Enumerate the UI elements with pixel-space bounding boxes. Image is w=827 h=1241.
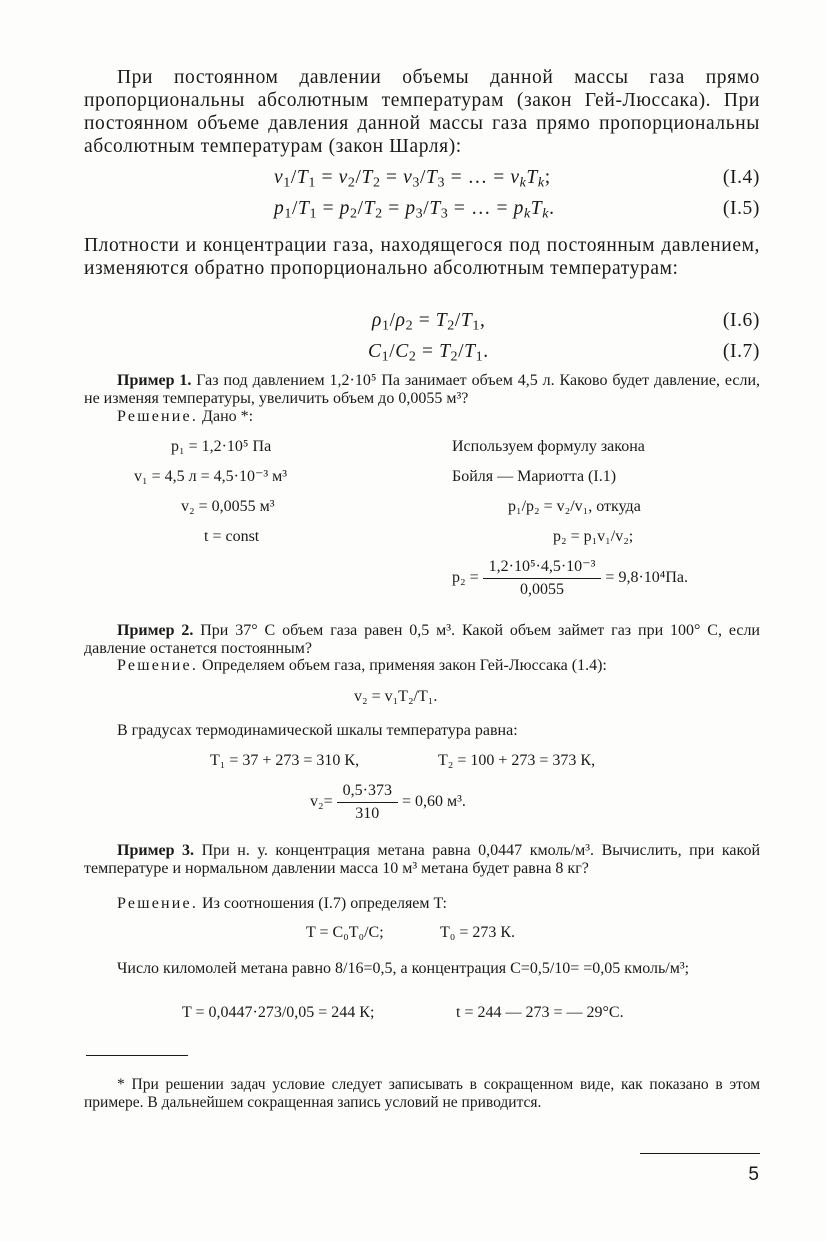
given-t: t = const	[204, 528, 260, 545]
density-paragraph: Плотности и концентрации газа, находящегося под постоянным давлением, изменяются обратно пропорционально абсолютным температурам:	[84, 235, 760, 279]
example-2-equation: v₂ = v₁T₂/T₁.	[354, 688, 438, 705]
t-celsius-result: t = 244 — 273 = — 29°С.	[456, 1004, 624, 1021]
page-number-rule	[640, 1153, 760, 1154]
t1-equation: T₁ = 37 + 273 = 310 К,	[210, 752, 360, 769]
t2-equation: T₂ = 100 + 273 = 373 К,	[438, 752, 596, 769]
example-text: Газ под давлением 1,2·10⁵ Па занимает объем 4,5 л. Каково будет давление, если, не изменяя температуры, увеличить объем до 0,0055 м³?	[84, 372, 761, 407]
footnote: * При решении задач условие следует записывать в сокращенном виде, как показано в этом примере. В дальнейшем сокращенная запись условий не приводится.	[84, 1076, 760, 1111]
v2-denominator: 310	[355, 805, 380, 822]
example-2-text: В градусах термодинамической шкалы температура равна:	[117, 722, 518, 739]
given-p1: p₁ = 1,2·10⁵ Па	[171, 438, 272, 455]
example-1-statement	[84, 372, 760, 408]
solution-label: Решение.	[117, 657, 199, 674]
p2-computation	[452, 558, 688, 599]
equation-number: (I.4)	[722, 167, 760, 188]
equation-concentration: $C_1/C_2 = T_2/T_1$.	[368, 341, 489, 365]
example-3-text: Число киломолей метана равно 8/16=0,5, а концентрация C=0,5/10= =0,05 кмоль/м³;	[117, 960, 690, 977]
equation-gay-lussac: $v_1/T_1 = v_2/T_2 = v_3/T_3$ = … = $v_kT_k$;	[274, 167, 551, 191]
v2-fraction	[337, 782, 398, 823]
p2-lhs: p₂ =	[452, 569, 479, 587]
t-result: T = 0,0447·273/0,05 = 244 К;	[182, 1004, 375, 1021]
equation-density: $\rho_1/\rho_2 = T_2/T_1$,	[372, 310, 486, 334]
t-formula: T = C₀T₀/C;	[306, 924, 384, 941]
example-text: При 37° С объем газа равен 0,5 м³. Какой объем займет газ при 100° С, если давление останется постоянным?	[84, 622, 760, 657]
equation-charles: $p_1/T_1 = p_2/T_2 = p_3/T_3$ = … = $p_kT_k$.	[274, 198, 555, 222]
p2-result: = 9,8·10⁴Па.	[605, 569, 689, 587]
v2-result: = 0,60 м³.	[401, 793, 466, 811]
equation-number: (I.7)	[722, 341, 760, 362]
example-label: Пример 3.	[117, 842, 195, 859]
given-v2: v₂ = 0,0055 м³	[181, 498, 275, 515]
example-2-solution-line	[84, 657, 760, 675]
example-3-statement	[84, 842, 760, 878]
ratio-formula: p₁/p₂ = v₂/v₁,	[508, 498, 593, 515]
otkuda-word: откуда	[596, 498, 641, 515]
solution-label: Решение.	[117, 895, 199, 912]
solution-label: Решение.	[117, 408, 199, 425]
example-1-solution-line	[84, 408, 760, 426]
solution-text: Определяем объем газа, применяя закон Гей-Люссака (1.4):	[202, 657, 607, 674]
v2-computation	[310, 782, 466, 823]
solution-text: Дано *:	[202, 408, 254, 425]
page-number: 5	[748, 1164, 759, 1185]
p2-formula: p₂ = p₁v₁/v₂;	[553, 528, 634, 545]
v2-numerator: 0,5·373	[337, 782, 398, 803]
intro-paragraph: При постоянном давлении объемы данной массы газа прямо пропорциональны абсолютным температурам (закон Гей-Люссака). При постоянном объеме давления данной массы газа прямо пропорциональны абсолютным температурам (закон Шарля):	[84, 67, 760, 157]
example-label: Пример 2.	[117, 622, 194, 639]
p2-numerator: 1,2·10⁵·4,5·10⁻³	[483, 558, 602, 579]
method-line-2: Бойля — Мариотта (I.1)	[452, 468, 617, 485]
example-3-solution-line	[84, 895, 760, 913]
example-text: При н. у. концентрация метана равна 0,0447 кмоль/м³. Вычислить, при какой температуре и нормальном давлении масса 10 м³ метана будет равна 8 кг?	[84, 842, 760, 877]
t0-value: T₀ = 273 К.	[440, 924, 516, 941]
ratio-line	[508, 498, 641, 516]
solution-text: Из соотношения (I.7) определяем T:	[202, 895, 447, 912]
method-line-1: Используем формулу закона	[452, 438, 645, 455]
example-label: Пример 1.	[117, 372, 192, 389]
equation-number: (I.5)	[722, 198, 760, 219]
given-v1: v₁ = 4,5 л = 4,5·10⁻³ м³	[134, 468, 288, 485]
equation-number: (I.6)	[722, 310, 760, 331]
example-2-statement	[84, 622, 760, 658]
p2-fraction	[483, 558, 602, 599]
p2-denominator: 0,0055	[520, 581, 565, 598]
footnote-divider	[86, 1055, 188, 1056]
v2-lhs: v₂=	[310, 793, 333, 811]
